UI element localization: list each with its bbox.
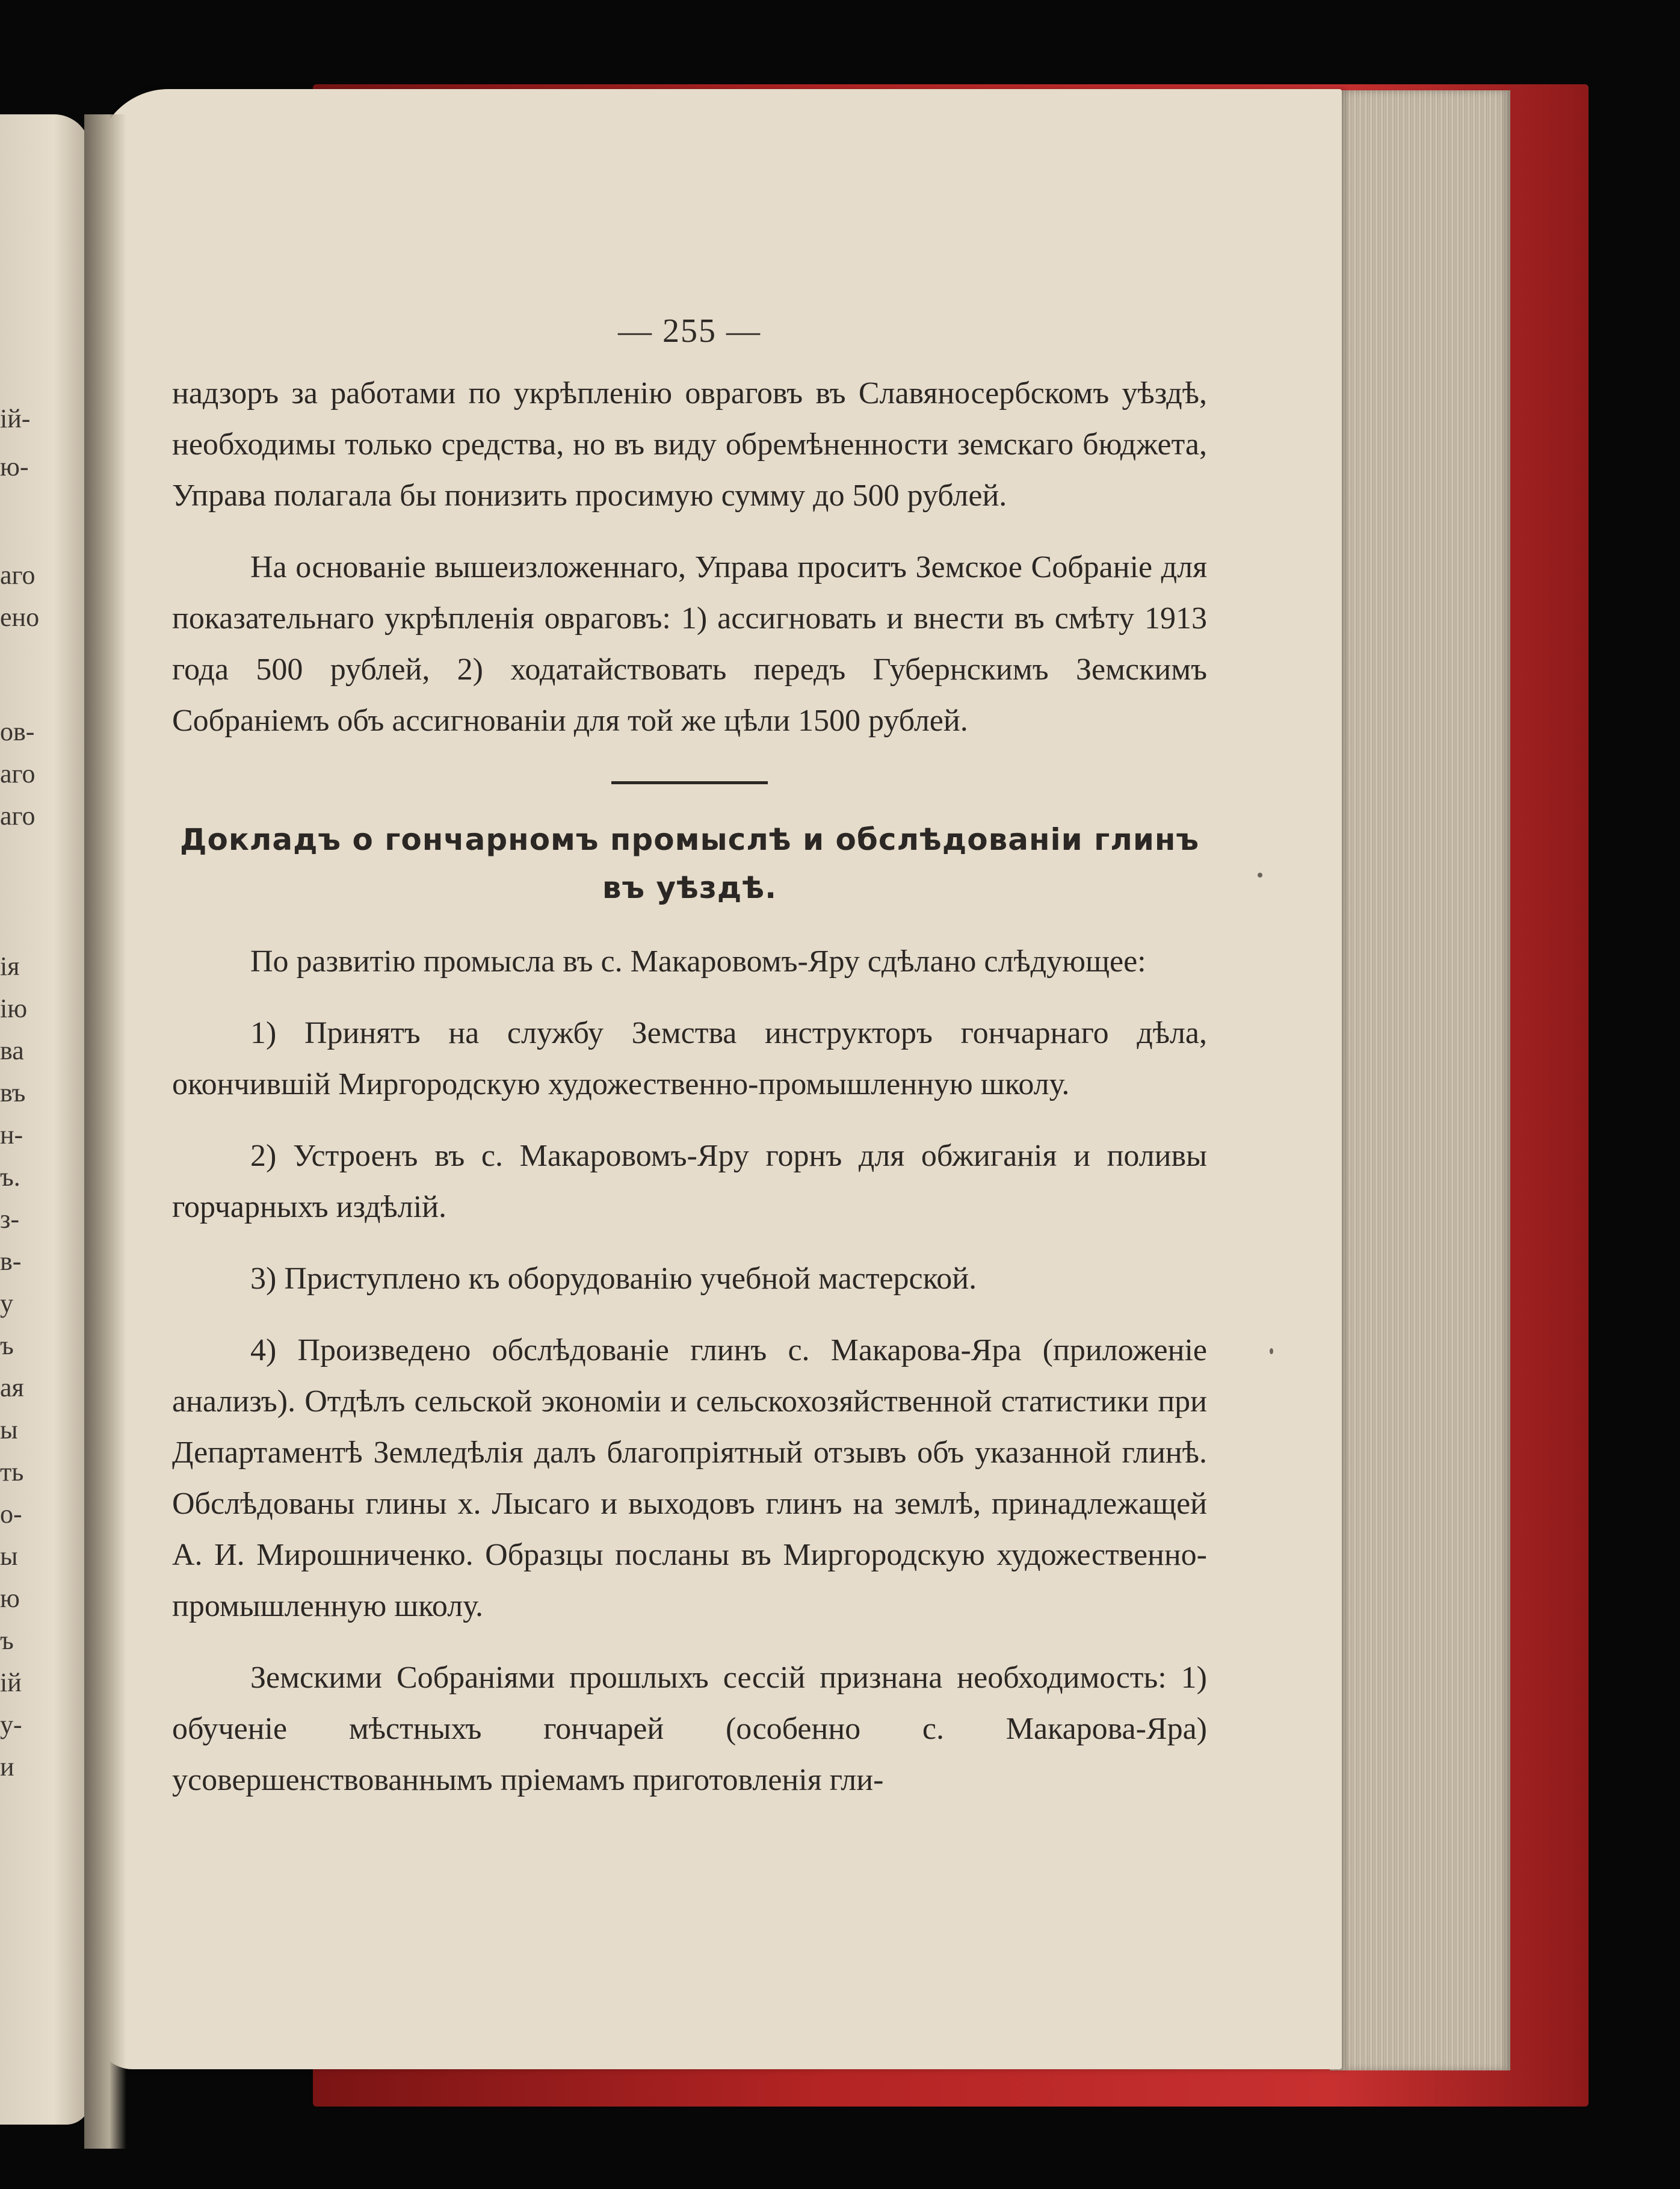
left-page-fragment: ть [0,1457,24,1487]
left-page-fragment: ія [0,952,20,981]
paragraph-request: На основаніе вышеизложеннаго, Управа проситъ Земское Собраніе для показательнаго укрѣпленія овраговъ: 1) ассигновать и внести въ смѣту 1913 года 500 рублей, 2) ходатайствовать передъ Губернскимъ Земскимъ Собраніемъ объ ассигнованіи для той же цѣли 1500 рублей. [172,550,1207,738]
left-page-fragment: в- [0,1246,22,1276]
left-page-fragment: и [0,1752,14,1782]
left-page-fragment: аго [0,759,36,788]
paper-speck [1270,1348,1273,1354]
list-item-4: 4) Произведено обслѣдованіе глинъ с. Макарова-Яра (приложеніе анализъ). Отдѣлъ сельской экономіи и сельскохозяйственной статистики при Департаментѣ Земледѣлія далъ благопріятный отзывъ объ указанной глинѣ. Обслѣдованы глины х. Лысаго и выходовъ глинъ на землѣ, принадлежащей А. И. Мирошниченко. Образцы посланы въ Миргородскую художественно-промышленную школу. [172,1333,1207,1623]
left-page-fragment: о- [0,1499,22,1529]
left-page-fragment: ая [0,1373,24,1402]
left-page-fragment: у- [0,1710,22,1739]
left-page-fragment: ено [0,602,40,632]
paper-speck [1258,873,1262,878]
list-item-3: 3) Приступлено къ оборудованію учебной мастерской. [250,1262,977,1296]
left-page-fragment: аго [0,801,36,831]
left-page-fragment: ъ. [0,1162,20,1192]
left-page-fragment: аго [0,560,36,590]
paragraph-closing: Земскими Собраніями прошлыхъ сессій признана необходимость: 1) обученіе мѣстныхъ гончарей (особенно с. Макарова-Яра) усовершенствованнымъ пріемамъ приготовленія гли- [172,1661,1207,1797]
left-page-fragment: ва [0,1036,24,1065]
section-divider [611,781,768,784]
left-page-fragment: ов- [0,717,35,746]
book-gutter [84,114,126,2149]
left-page-fragment: ъ [0,1331,14,1360]
left-page-fragment: ю- [0,452,29,481]
left-page-fragment: з- [0,1204,20,1234]
left-page-fragment: ъ [0,1626,14,1655]
page-edges [1330,90,1510,2070]
left-page-fragment: ій- [0,404,31,433]
section-heading: Докладъ о гончарномъ промыслѣ и обслѣдованіи глинъ въ уѣздѣ. [179,822,1200,905]
book-page [96,89,1342,2069]
paragraph-continued: надзоръ за работами по укрѣпленію овраговъ въ Славяносербскомъ уѣздѣ, необходимы только средства, но въ виду обремѣненности земскаго бюджета, Управа полагала бы понизить просимую сумму до 500 рублей. [172,376,1207,513]
list-item-2: 2) Устроенъ въ с. Макаровомъ-Яру горнъ для обжиганія и поливы горчарныхъ издѣлій. [172,1139,1207,1224]
left-page-fragment: н- [0,1120,23,1150]
left-page-slice [0,114,90,2125]
left-page-fragment: у [0,1289,13,1318]
left-page-fragment: ію [0,994,28,1023]
paragraph-intro: По развитію промысла въ с. Макаровомъ-Яру сдѣлано слѣдующее: [250,944,1146,979]
list-item-1: 1) Принятъ на службу Земства инструкторъ гончарнаго дѣла, окончившій Миргородскую художественно-промышленную школу. [172,1016,1207,1101]
left-page-fragment: ій [0,1668,22,1697]
page-number: — 255 — [618,312,761,350]
left-page-fragment: ы [0,1541,18,1571]
left-page-fragment: въ [0,1078,26,1107]
left-page-fragment: ю [0,1584,20,1613]
left-page-fragment: ы [0,1415,18,1444]
page-text-block [172,306,1207,1826]
